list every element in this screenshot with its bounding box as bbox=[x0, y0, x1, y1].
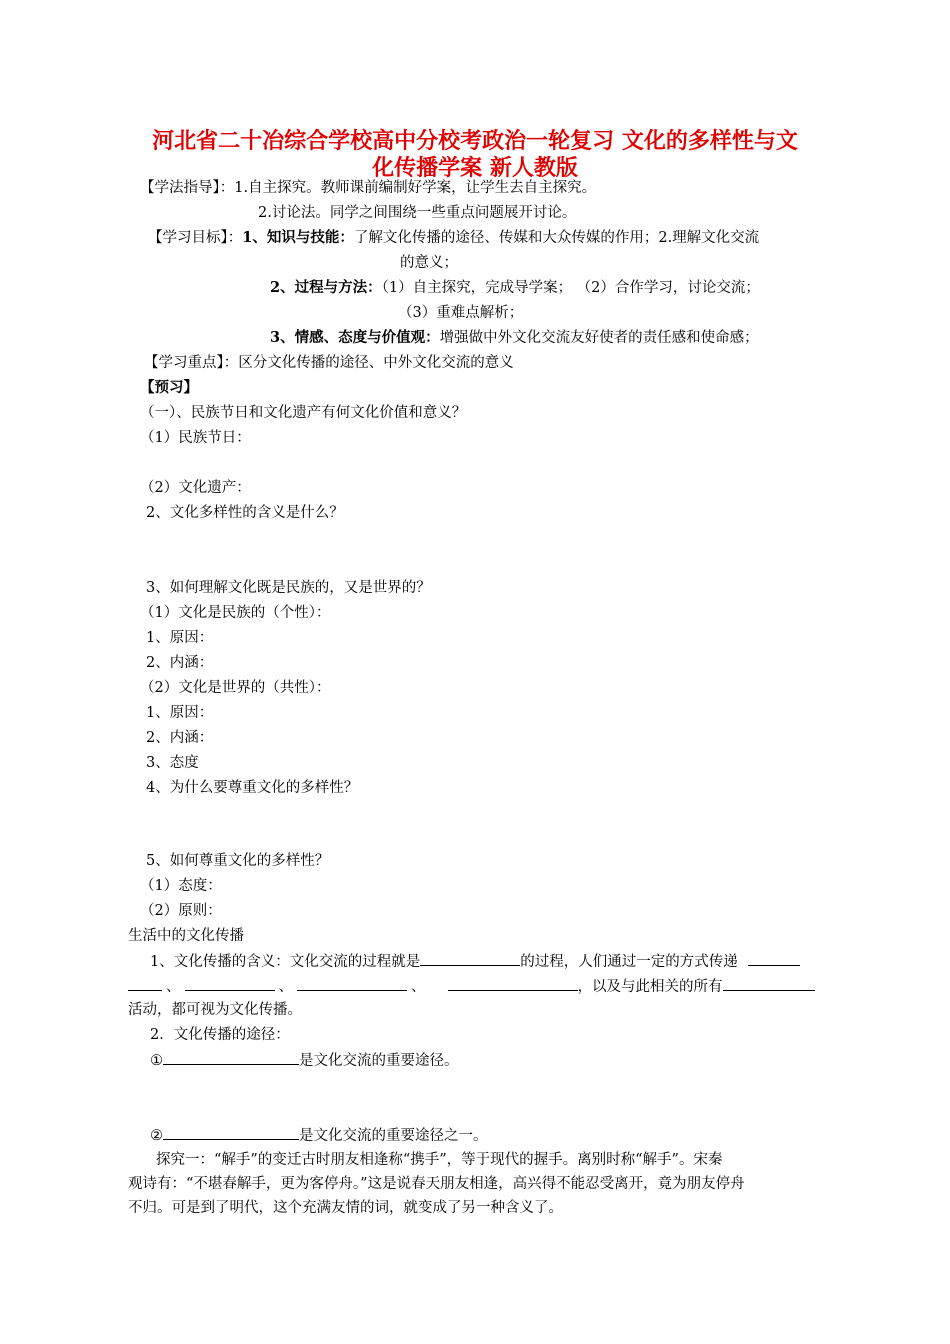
mubiao-1-cont: 的意义； bbox=[400, 255, 458, 271]
question-3: 3、如何理解文化既是民族的，又是世界的？ bbox=[146, 580, 431, 596]
question-3-1-b: 2、内涵： bbox=[146, 655, 214, 671]
mubiao-3-head: 3、情感、态度与价值观： bbox=[270, 329, 440, 346]
doc-title-line-1: 河北省二十冶综合学校高中分校考政治一轮复习 文化的多样性与文 bbox=[152, 129, 798, 154]
question-3-2-b: 2、内涵： bbox=[146, 730, 214, 746]
s1-line-1 bbox=[150, 951, 800, 972]
question-3-1-a: 1、原因： bbox=[146, 630, 214, 646]
s1-text-c: ，以及与此相关的所有 bbox=[577, 979, 723, 995]
mubiao-2-cont: （3）重难点解析； bbox=[398, 305, 524, 321]
question-1-1: （1）民族节日： bbox=[140, 430, 251, 446]
sep-1: 、 bbox=[166, 979, 181, 995]
question-1-2: （2）文化遗产： bbox=[140, 480, 251, 496]
mubiao-3-text: 增强做中外文化交流友好使者的责任感和使命感； bbox=[439, 330, 759, 346]
s2-heading: 2．文化传播的途径： bbox=[150, 1027, 290, 1043]
s2-item-2 bbox=[150, 1125, 488, 1146]
mubiao-line-3 bbox=[270, 328, 759, 348]
tanjiu-line-2: 观诗有：“不堪春解手，更为客停舟。”这是说春天朋友相逢，高兴得不能忍受离开，竟为朋友停舟 bbox=[128, 1176, 745, 1192]
question-3-2-c: 3、态度 bbox=[146, 755, 199, 771]
s2-1-mark: ① bbox=[150, 1053, 163, 1069]
blank-7[interactable] bbox=[163, 1050, 299, 1065]
xuefa-line-1 bbox=[140, 178, 596, 198]
tanjiu-line-3: 不归。可是到了明代，这个充满友情的词，就变成了另一种含义了。 bbox=[128, 1200, 563, 1216]
question-4: 4、为什么要尊重文化的多样性？ bbox=[146, 780, 359, 796]
blank-2a[interactable] bbox=[748, 951, 800, 966]
sep-2: 、 bbox=[278, 979, 293, 995]
mubiao-line-2 bbox=[270, 278, 760, 298]
mubiao-2-head: 2、过程与方法： bbox=[270, 279, 382, 296]
zhongdian-text: 区分文化传播的途径、中外文化交流的意义 bbox=[238, 355, 514, 371]
mubiao-1-head: 1、知识与技能： bbox=[242, 229, 354, 246]
s2-2-text: 是文化交流的重要途径之一。 bbox=[299, 1128, 488, 1144]
question-3-1: （1）文化是民族的（个性）： bbox=[140, 605, 331, 621]
tanjiu-line-1: 探究一：“解手”的变迁古时朋友相逢称“携手”，等于现代的握手。离别时称“解手”。宋秦 bbox=[156, 1152, 723, 1168]
question-1: （一）、民族节日和文化遗产有何文化价值和意义？ bbox=[140, 405, 467, 421]
s2-1-text: 是文化交流的重要途径。 bbox=[299, 1053, 459, 1069]
s1-text-a: 1、文化传播的含义：文化交流的过程就是 bbox=[150, 954, 421, 970]
s2-2-mark: ② bbox=[150, 1128, 163, 1144]
question-5-1: （1）态度： bbox=[140, 878, 222, 894]
blank-5[interactable] bbox=[448, 976, 578, 991]
doc-title-line-2: 化传播学案 新人教版 bbox=[372, 156, 578, 181]
question-3-2-a: 1、原因： bbox=[146, 705, 214, 721]
blank-6[interactable] bbox=[723, 976, 815, 991]
blank-3[interactable] bbox=[185, 976, 275, 991]
mubiao-line-1 bbox=[148, 228, 759, 248]
s1-line-2 bbox=[128, 976, 815, 997]
question-5: 5、如何尊重文化的多样性？ bbox=[146, 853, 330, 869]
zhongdian-label: 【学习重点】： bbox=[144, 355, 239, 371]
s1-text-b: 的过程，人们通过一定的方式传递 bbox=[520, 954, 738, 970]
xuefa-item-1: 1.自主探究。教师课前编制好学案，让学生去自主探究。 bbox=[234, 180, 597, 196]
question-3-2: （2）文化是世界的（共性）： bbox=[140, 680, 331, 696]
yuxi-heading: 【预习】 bbox=[140, 379, 198, 396]
sep-3: 、 bbox=[411, 979, 426, 995]
s2-item-1 bbox=[150, 1050, 459, 1071]
question-2: 2、文化多样性的含义是什么？ bbox=[146, 505, 344, 521]
blank-8[interactable] bbox=[163, 1125, 299, 1140]
xuefa-item-2: 2.讨论法。同学之间围绕一些重点问题展开讨论。 bbox=[258, 205, 577, 221]
s1-text-d: 活动，都可视为文化传播。 bbox=[128, 1002, 302, 1018]
blank-1[interactable] bbox=[420, 951, 520, 966]
zhongdian-line bbox=[144, 353, 514, 373]
mubiao-label: 【学习目标】： bbox=[148, 230, 243, 246]
mubiao-2-text: （1）自主探究，完成导学案； （2）合作学习，讨论交流； bbox=[381, 280, 760, 296]
section-heading: 生活中的文化传播 bbox=[128, 928, 244, 944]
mubiao-1-text: 了解文化传播的途径、传媒和大众传媒的作用；2.理解文化交流 bbox=[353, 230, 760, 246]
xuefa-label: 【学法指导】： bbox=[140, 180, 235, 196]
question-5-2: （2）原则： bbox=[140, 903, 222, 919]
blank-2b[interactable] bbox=[128, 976, 162, 991]
blank-4[interactable] bbox=[297, 976, 407, 991]
